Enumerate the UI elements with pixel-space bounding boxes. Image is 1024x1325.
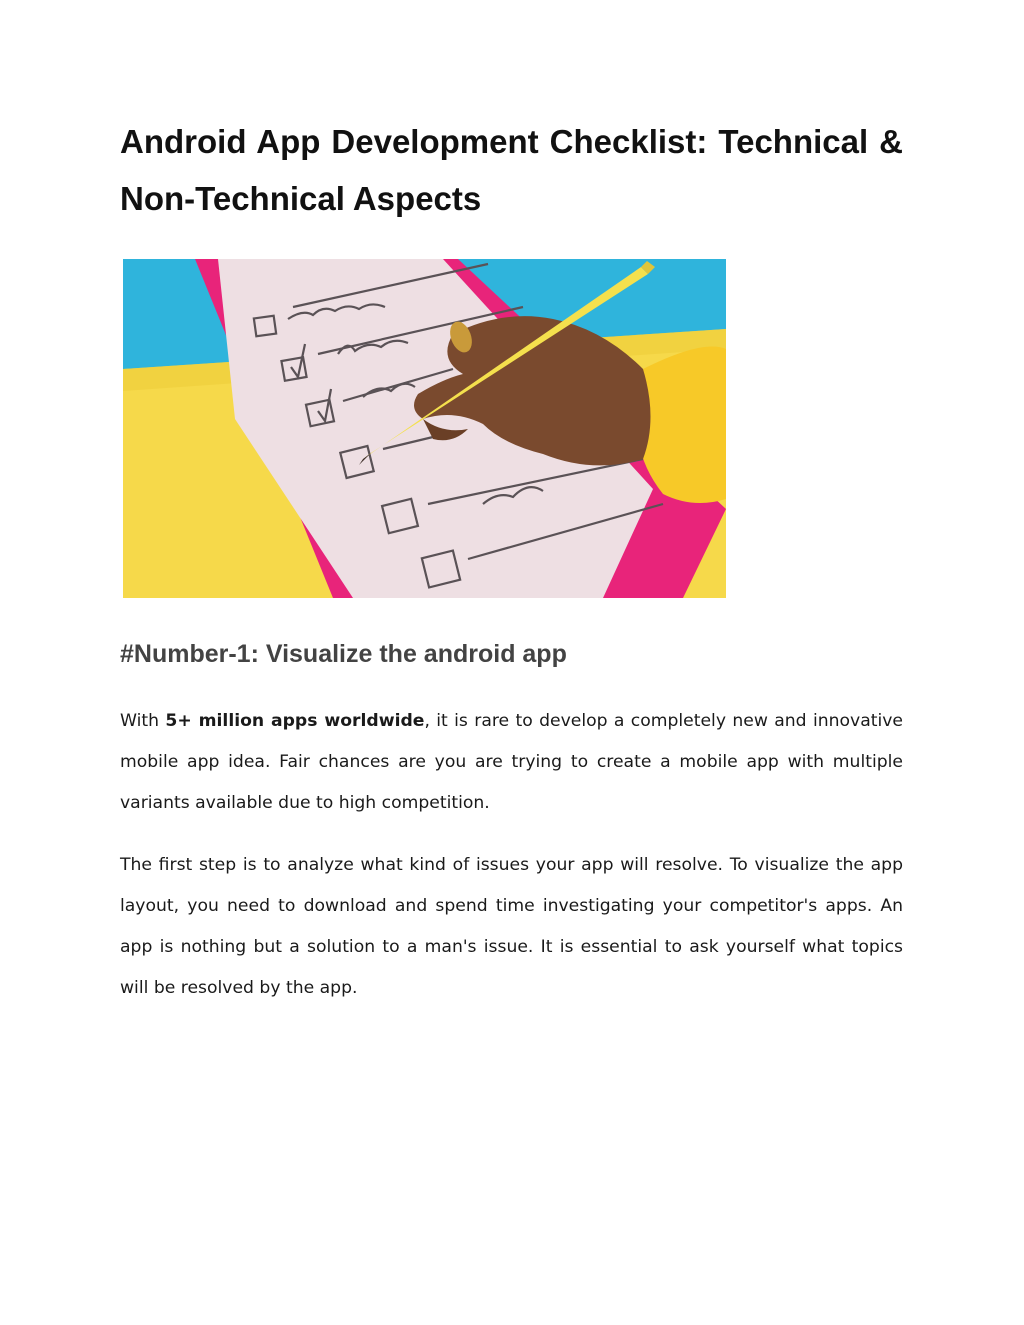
paragraph-intro <box>120 701 903 824</box>
page-title: Android App Development Checklist: Technical & Non-Technical Aspects <box>120 123 903 217</box>
section-heading: #Number-1: Visualize the android app <box>120 640 567 668</box>
paragraph-intro-rest: , it is rare to develop a completely new and innovative mobile app idea. Fair chances are you are trying to create a mobile app with multiple variants available due to high competition. <box>120 711 903 813</box>
hero-image <box>123 259 726 598</box>
paragraph-intro-bold: 5+ million apps worldwide <box>165 711 425 731</box>
paragraph-first-step: The first step is to analyze what kind of issues your app will resolve. To visualize the app layout, you need to download and spend time investigating your competitor's apps. An app is nothing but a solution to a man's issue. It is essential to ask yourself what topics will be resolved by the app. <box>120 855 903 998</box>
paragraph-intro-lead: With <box>120 711 166 731</box>
checklist-clipboard-illustration-icon <box>123 259 726 598</box>
